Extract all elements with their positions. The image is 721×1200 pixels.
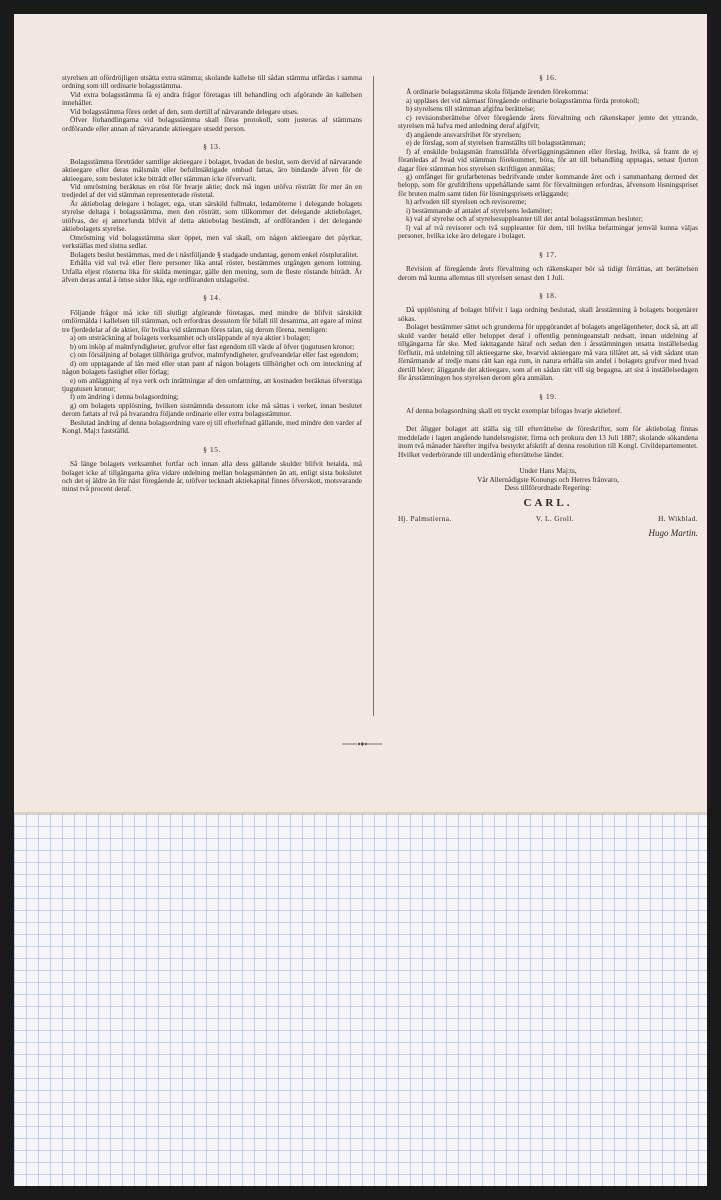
section-heading-14: § 14. [203, 293, 221, 303]
paragraph: Så länge bolagets verksamhet fortfar och innan alla dess gällande skulder blifvit betalda, må bolaget icke af tillgängarna göra vidare utdelning mellan bolagsmännen än att, enligt sista bokslutet och det ej äldre än för näst föregående år, utöfver tecknadt aktiekapital finnes öfverskott, motsvarande minst två procent deraf. [62, 459, 362, 494]
list-item: e) om anläggning af nya verk och inrättningar af den omfattning, att kostnaden beräknas öfverstiga tjugutusen kronor; [62, 375, 362, 393]
signatory: V. L. Groll. [535, 514, 574, 524]
list-item: l) val af två revisorer och två suppleanter för dem, till hvilka befattningar jemväl kunna väljas personer, hvilka icke äro delegare i bolaget. [398, 222, 698, 241]
paragraph: Bolagets beslut bestämmas, med de i nästföljande § stadgade undantag, genom enkel röstpluralitet. [70, 249, 359, 259]
authority-block [398, 467, 698, 492]
section-heading-16: § 16. [539, 73, 557, 82]
signatories-row [398, 515, 698, 523]
paragraph: Öfver förhandlingarna vid bolagsstämma skall föras protokoll, som justeras af stämmans ordförande eller annan af närvarande aktieegare utsedd person. [62, 115, 362, 133]
paragraph: Af denna bolagsordning skall ett tryckt exemplar bifogas hvarje aktiebref. [406, 405, 622, 415]
list-item: a) om utsträckning af bolagets verksamhet och utsläppande af nya aktier i bolaget; [70, 333, 311, 343]
list-item: g) omfånget för grufarbetenas bedrifvande under kommande året och i sammanhang dermed det belopp, som för grufdriftens uppehållande samt för förvaltningen erfordras, äfvensom lösningspriset för bruten malm samt tiden för lösningsprisets erläggande; [398, 171, 698, 198]
document-sheet [14, 14, 707, 1186]
paragraph: Erhålla vid val två eller flere personer lika antal röster, bestämmes utgången genom lottning. Utfalla eljest rösterna lika för skilda meningar, gälle den mening, som de fleste röstande biträdt. Är äfven deras antal å ömse sidor lika, ege ordföranden utslagsröst. [62, 258, 362, 284]
paragraph: Då upplösning af bolaget blifvit i laga ordning beslutad, skall årsstämning å bolagets borgenärer sökas. [398, 305, 698, 323]
king-signature: CARL. [523, 496, 573, 509]
list-item: g) om bolagets upplösning, hvilken sistnämnda dessutom icke må sättas i verket, innan beslutet derom fattats af två på hvarandra följande ordinarie eller extra bolagsstämmor. [62, 400, 362, 419]
paragraph: Är aktiebolag delegare i bolaget, ega, utan särskild fullmakt, ledamöterne i delegande bolagets styrelse deltaga i bolagsstämma, men den rösträtt, som tillkommer det delegande aktiebolaget, utöfvas, der ej annorlunda blifvit af detta aktiebolag bestämdt, af ordföranden i det delegande aktiebolagets styrelse. [62, 198, 362, 234]
printed-page [14, 14, 707, 814]
list-item: b) om inköp af malmfyndigheter, grufvor eller fast egendom till värde af öfver tjugutusen kronor; [70, 341, 355, 351]
handwritten-signature: Hugo Martin. [648, 528, 698, 539]
list-item: d) angående ansvarsfrihet för styrelsen; [406, 129, 522, 139]
list-item: a) uppläses det vid närmast föregående ordinarie bolagsstämma förda protokoll; [406, 95, 640, 105]
list-item: d) om upptagande af lån med eller utan pant af någon bolagets tillhörighet och om inteckning af någon bolagets fastighet eller förlag; [62, 358, 362, 377]
section-heading-15: § 15. [203, 444, 221, 454]
list-item: i) bestämmande af antalet af styrelsens ledamöter; [406, 205, 553, 215]
closing-paragraph: Det åligger bolaget att ställa sig till efterrättelse de föreskrifter, som för aktiebolag finnas meddelade i lagen angående handelsregister, firma och prokura den 13 Juli 1887; skolande sökandena inom två månader härefter ingifva bestyrkt afskrift af denna resolution till Kongl. Civildepartementet. Hvilket vederbörande till underdånig efterrättelse länder. [398, 424, 698, 459]
paragraph: Vid bolagsstämma föres ordet af den, som dertill af närvarande delegare utses. [70, 106, 299, 116]
right-column [398, 74, 698, 538]
paragraph: Följande frågor må icke till slutligt afgörande företagas, med mindre de blifvit särskildt omförmälda i kallelsen till stämman, och erfordras dessutom för bifall till desamma, att egare af minst tre fjerdedelar af de aktier, för hvilka vid stämman föres talan, sig derom förena, nemligen: [62, 307, 362, 334]
section-heading-19: § 19. [539, 391, 557, 401]
graph-paper-backing [14, 814, 707, 1186]
paragraph: Omröstning vid bolagsstämma sker öppet, men val skall, om någon aktieegare det påyrkar, verkställas med slutna sedlar. [62, 232, 362, 251]
intro-paragraphs [62, 74, 362, 133]
section-heading-13: § 13. [203, 142, 221, 152]
signatory: Hj. Palmstierna. [398, 514, 452, 524]
list-item: e) de förslag, som af styrelsen framställts till bolagsstämman; [406, 138, 586, 148]
paragraph: Vid extra bolagsstämma få ej andra frågor företagas till behandling och afgörande än kallelsen innehåller. [62, 89, 362, 108]
list-item: c) om försäljning af bolaget tillhöriga grufvor, malmfyndigheter, grufveandelar eller fast egendom; [70, 350, 359, 360]
list-item: k) val af styrelse och af styrelsesuppleanter till det antal bolagsstämman besluter; [406, 214, 643, 224]
section-heading-17: § 17. [539, 249, 557, 259]
list-item: h) arfvoden till styrelsen och revisorerne; [406, 197, 527, 207]
ornament-rule-icon [342, 741, 382, 747]
authority-line: Dess tillförordnade Regering: [504, 483, 592, 493]
left-column [62, 74, 362, 494]
paragraph: Bolagsstämma företräder samtlige aktieegare i bolaget, hvadan de beslut, som dervid af närvarande aktieegare eller deras målsmän eller befullmäktigade ombud fattas, äro bindande äfven för de aktieegare, som beslutet icke biträdt eller stämman icke öfvervarit. [62, 156, 362, 183]
list-item: c) revisionsberättelse öfver föregående årets förvaltning och räkenskaper jemte det yttrande, styrelsen må hafva med anledning deraf afgifvit; [398, 112, 698, 131]
list-item: b) styrelsens till stämman afgifna berättelse; [406, 104, 536, 114]
paragraph: Å ordinarie bolagsstämma skola följande ärenden förekomma: [406, 87, 589, 97]
list-item: f) om ändring i denna bolagsordning; [70, 392, 179, 402]
column-divider [373, 76, 374, 716]
authority-line: Under Hans Maj:ts, [519, 466, 577, 476]
list-item: f) af enskilde bolagsmän framställda öfverläggningsämnen eller förslag, hvilka, så framt de ej föranledas af hvad vid stämman förekommer, böra, för att till behandling upptagas, senast fjorton dagar före stämman hos styrelsen skriftligen anmälas; [398, 146, 698, 173]
signatory: H. Wikblad. [658, 514, 698, 524]
paragraph: Bolaget bestämmer sättet och grunderna för uppgörandet af bolagets angelägenheter; dock så, att all skuld varder betald eller beloppet deraf i offentlig penningeanstalt nedsatt, innan utdelning af tillgängarna får ske. Med iakttagande häraf och sedan den i årsstämningen utsatta inställelsedag förflutit, må utdelning till aktieegarne ske, hvarvid aktieegare må vara tillåtet att, så vidt sådant utan förnärmande af tredje mans rätt kan ega rum, in natura erhålla sin andel i bolagets grufvor med hvad dertill hörer; åliggande det aktieegare, som af en sådan rätt vill sig begagna, att sist å inställelsedagen för årsstämningen hos styrelsen derom göra anmälan. [398, 322, 698, 383]
paragraph: styrelsen att ofördröjligen utsätta extra stämma; skolande kallelse till sådan stämma utfärdas i samma ordning som till ordinarie bolagsstämma. [62, 73, 362, 91]
paragraph: Vid omröstning beräknas en röst för hvarje aktie; dock må ingen utöfva rösträtt för mer än en tredjedel af det vid stämman representerade röstetal. [62, 181, 362, 200]
authority-line: Vår Allernådigste Konungs och Herres frånvaro, [477, 474, 619, 484]
paragraph: Beslutad ändring af denna bolagsordning vare ej till efterlefnad gällande, med mindre den varder af Kongl. Maj:t fastställd. [62, 417, 362, 436]
paragraph: Revision af föregående årets förvaltning och räkenskaper bör så tidigt förrättas, att berättelsen derom må kunna allemnas till styrelsen senast den 1 Juli. [398, 264, 698, 282]
section-heading-18: § 18. [539, 290, 557, 300]
